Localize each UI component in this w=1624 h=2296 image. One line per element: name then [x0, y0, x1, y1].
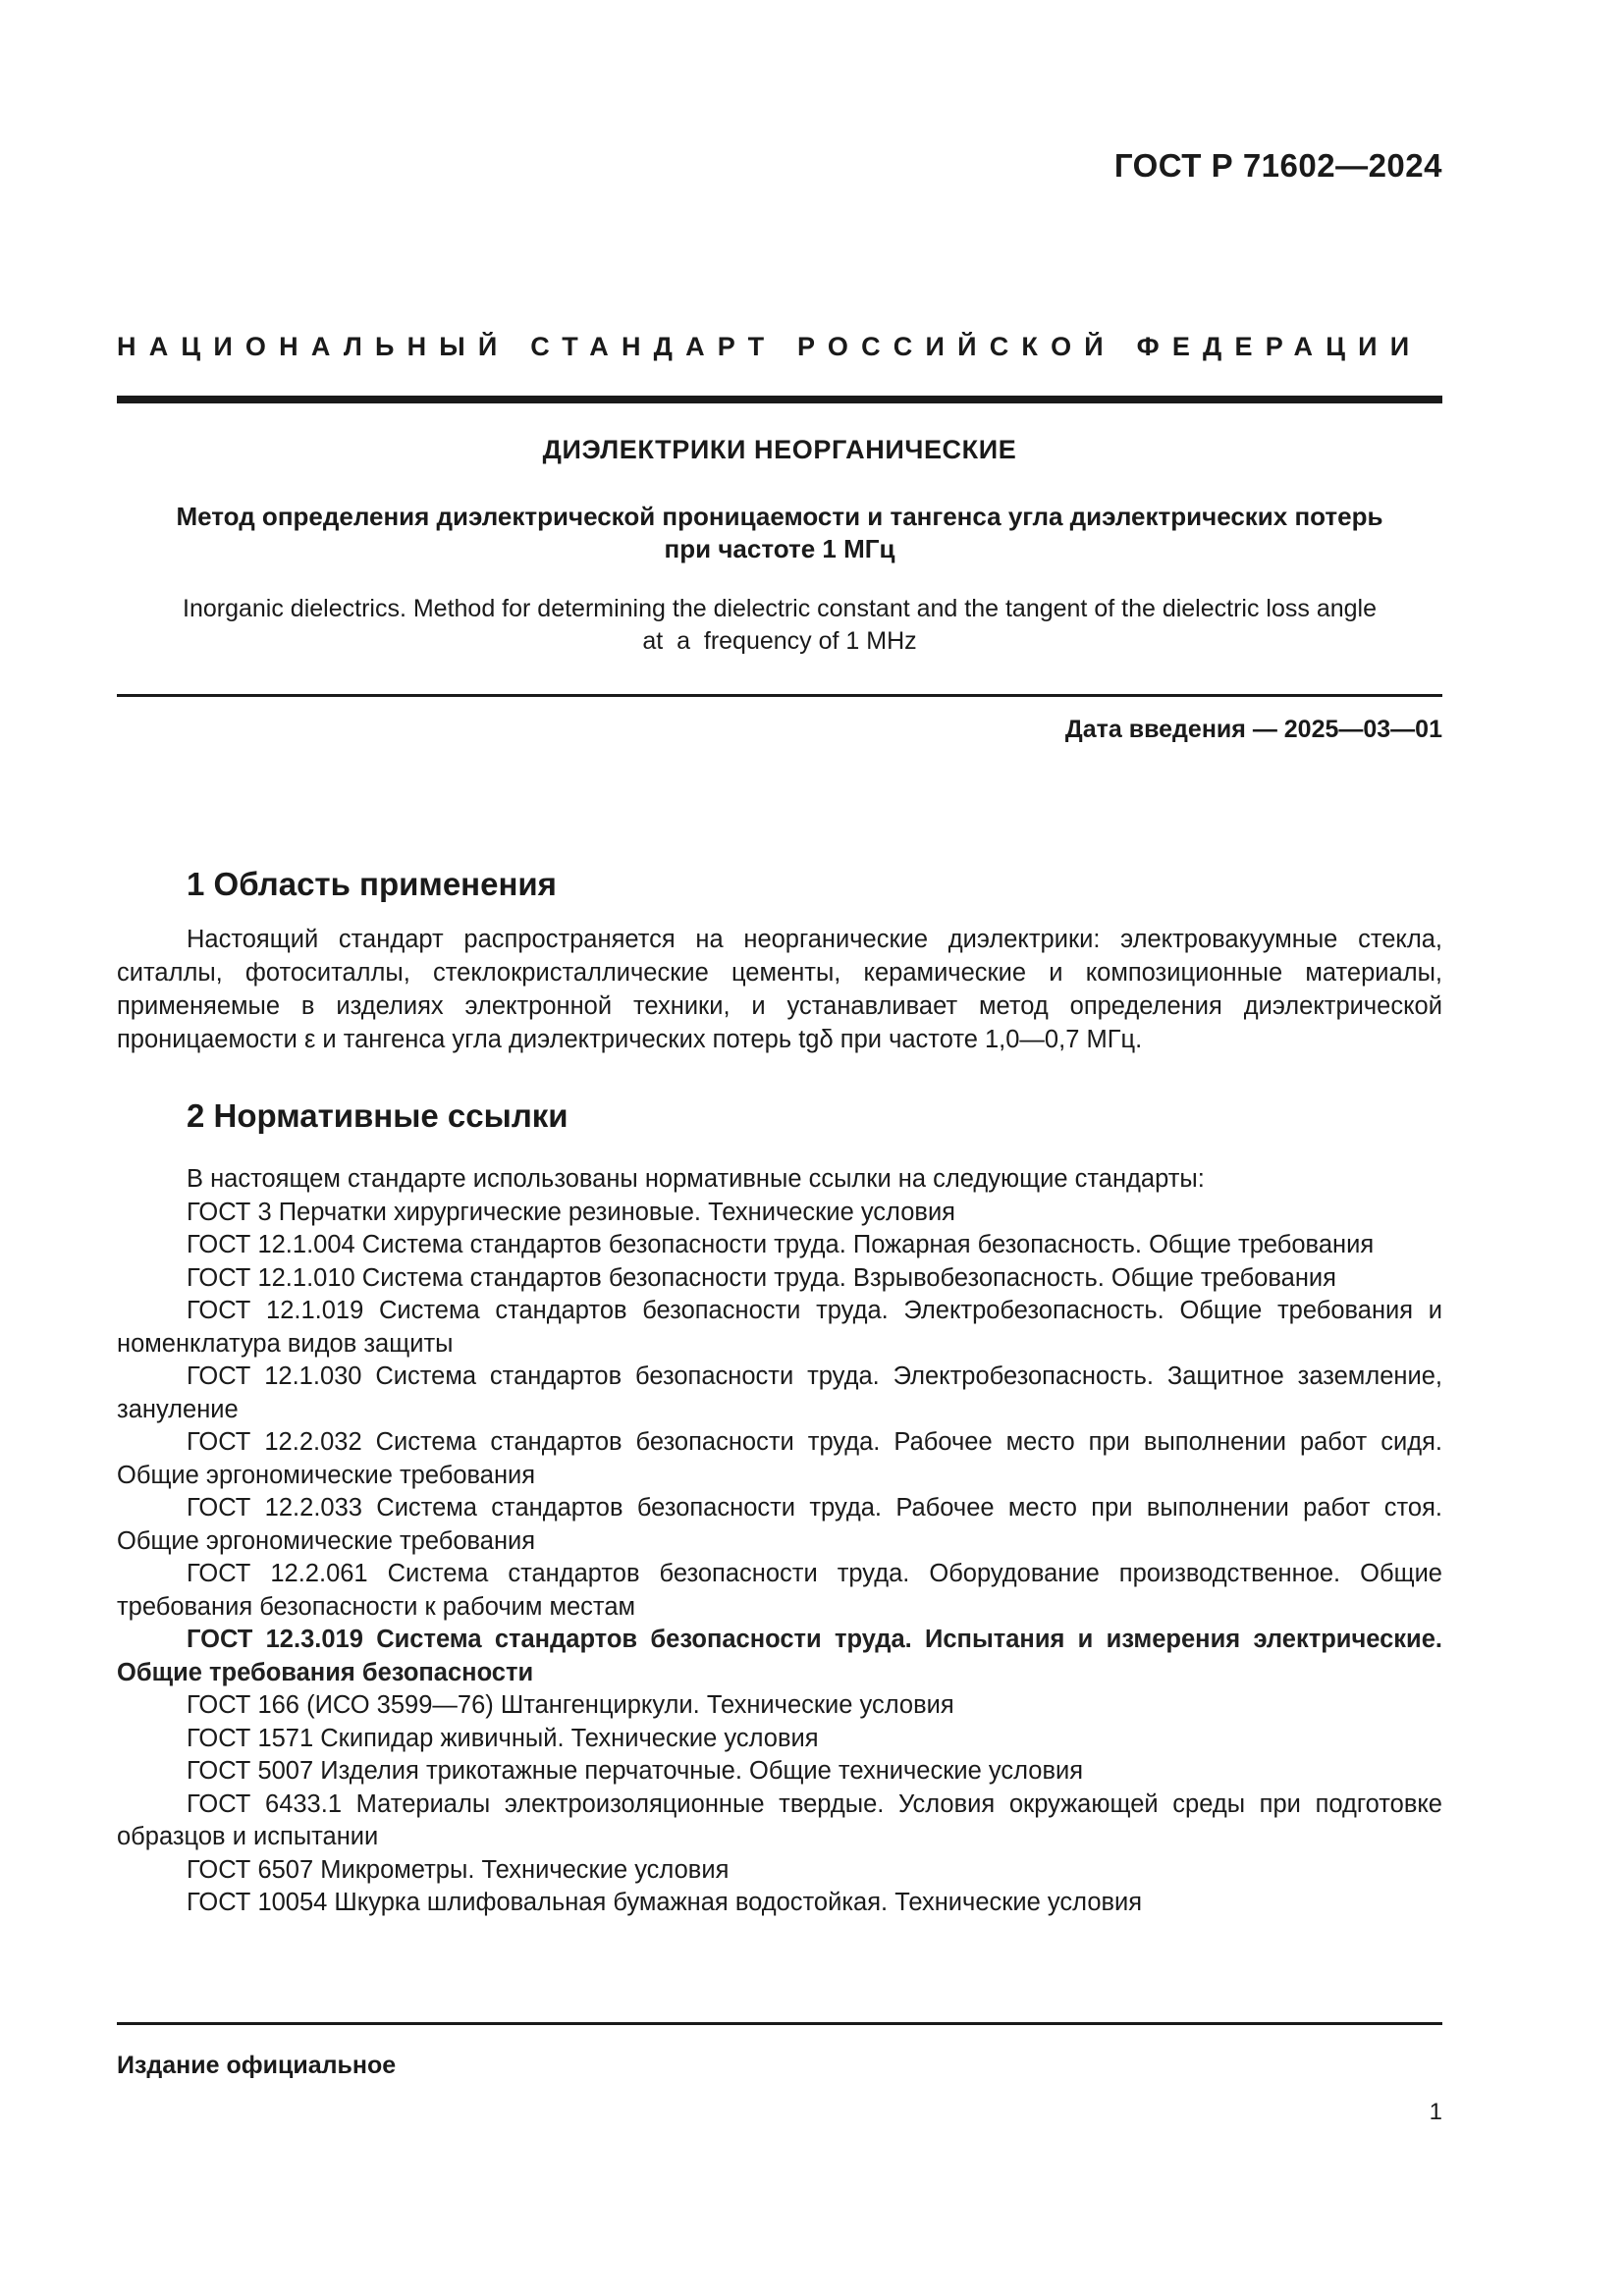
- subtitle-line: при частоте 1 МГц: [664, 534, 895, 563]
- reference-item: ГОСТ 12.1.004 Система стандартов безопасности труда. Пожарная безопасность. Общие требования: [187, 1231, 1375, 1258]
- official-edition-label: Издание официальное: [117, 2052, 397, 2079]
- reference-item: ГОСТ 6507 Микрометры. Технические условия: [187, 1855, 730, 1884]
- standard-subtitle: [117, 501, 1442, 565]
- title-rule: [117, 694, 1442, 697]
- subtitle-line: Метод определения диэлектрической проницаемости и тангенса угла диэлектрических потерь: [176, 502, 1383, 531]
- reference-item: ГОСТ 166 (ИСО 3599—76) Штангенциркули. Технические условия: [187, 1691, 954, 1719]
- references-intro: В настоящем стандарте использованы нормативные ссылки на следующие стандарты:: [187, 1165, 1205, 1193]
- english-title-line: at a frequency of 1 MHz: [642, 627, 917, 655]
- page-number: 1: [1429, 2099, 1442, 2125]
- section-1-heading: 1 Область применения: [187, 866, 557, 902]
- reference-item: ГОСТ 12.1.030 Система стандартов безопасности труда. Электробезопасность. Защитное заземление, зануление: [117, 1362, 1442, 1423]
- reference-item: ГОСТ 10054 Шкурка шлифовальная бумажная водостойкая. Технические условия: [187, 1889, 1143, 1916]
- standard-designation: ГОСТ Р 71602—2024: [1113, 147, 1442, 184]
- english-title: [117, 593, 1442, 658]
- section-1-body: [117, 923, 1442, 1056]
- footer-rule: [117, 2022, 1442, 2025]
- reference-item: ГОСТ 12.1.010 Система стандартов безопасности труда. Взрывобезопасность. Общие требования: [187, 1263, 1336, 1292]
- header-rule: [117, 396, 1442, 403]
- paragraph: Настоящий стандарт распространяется на неорганические диэлектрики: электровакуумные стекла, ситаллы, фотоситаллы, стеклокристаллические цементы, керамические и композиционные материалы, применяемые в изделиях электронной техники, и устанавливает метод определения диэлектрической проницаемости ε и тангенса угла диэлектрических потерь tgδ при частоте 1,0—0,7 МГц.: [117, 926, 1442, 1053]
- reference-item: ГОСТ 3 Перчатки хирургические резиновые. Технические условия: [187, 1198, 955, 1226]
- normative-references: [117, 1163, 1442, 1920]
- reference-item: ГОСТ 6433.1 Материалы электроизоляционные твердые. Условия окружающей среды при подготовке образцов и испытании: [117, 1789, 1442, 1850]
- reference-item: ГОСТ 12.2.061 Система стандартов безопасности труда. Оборудование производственное. Общие требования безопасности к рабочим местам: [117, 1560, 1442, 1621]
- section-2-heading: 2 Нормативные ссылки: [187, 1097, 568, 1134]
- reference-item: ГОСТ 12.2.033 Система стандартов безопасности труда. Рабочее место при выполнении работ стоя. Общие эргономические требования: [117, 1494, 1442, 1555]
- reference-item: ГОСТ 5007 Изделия трикотажные перчаточные. Общие технические условия: [187, 1757, 1084, 1785]
- national-standard-banner: НАЦИОНАЛЬНЫЙ СТАНДАРТ РОССИЙСКОЙ ФЕДЕРАЦИИ: [117, 332, 1423, 361]
- reference-item: ГОСТ 1571 Скипидар живичный. Технические условия: [187, 1724, 819, 1752]
- english-title-line: Inorganic dielectrics. Method for determining the dielectric constant and the tangent of the dielectric loss angle: [183, 595, 1377, 622]
- reference-item: ГОСТ 12.2.032 Система стандартов безопасности труда. Рабочее место при выполнении работ сидя. Общие эргономические требования: [117, 1428, 1442, 1489]
- reference-item: ГОСТ 12.1.019 Система стандартов безопасности труда. Электробезопасность. Общие требования и номенклатура видов защиты: [117, 1297, 1442, 1358]
- standard-title: ДИЭЛЕКТРИКИ НЕОРГАНИЧЕСКИЕ: [542, 435, 1017, 464]
- reference-item: ГОСТ 12.3.019 Система стандартов безопасности труда. Испытания и измерения электрические. Общие требования безопасности: [117, 1626, 1442, 1686]
- introduction-date: Дата введения — 2025—03—01: [1064, 716, 1442, 743]
